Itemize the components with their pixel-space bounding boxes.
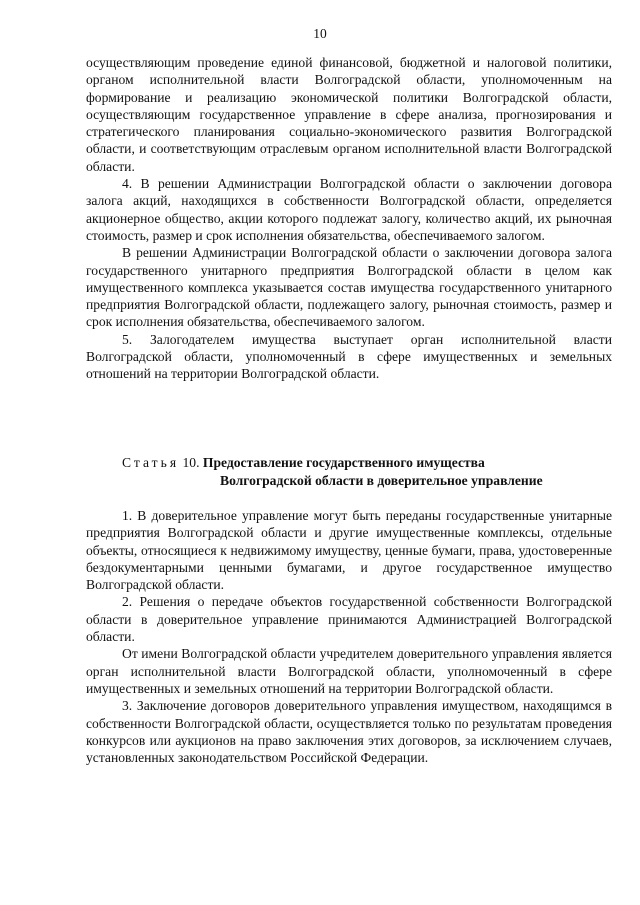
- page-number: 10: [313, 26, 327, 41]
- paragraph-continuation: осуществляющим проведение единой финансовой, бюджетной и налоговой политики, органом исполнительной власти Волгоградской области, уполномоченным на формирование и реализацию экономической политики Волгоградской области, осуществляющим государственное управление в сфере анализа, прогнозирования и стратегического планирования социально-экономического развития Волгоградской области, и соответствующим отраслевым органом исполнительной власти Волгоградской области.: [86, 55, 612, 174]
- paragraph-2: 2. Решения о передаче объектов государственной собственности Волгоградской области в доверительное управление принимаются Администрацией Волгоградской области.: [86, 594, 612, 645]
- paragraph-3: 3. Заключение договоров доверительного управления имуществом, находящимся в собственности Волгоградской области, осуществляется только по результатам проведения конкурсов или аукционов на право заключения этих договоров, за исключением случаев, установленных законодательством Российской Федерации.: [86, 698, 612, 766]
- paragraph-5: 5. Залогодателем имущества выступает орган исполнительной власти Волгоградской области, уполномоченный в сфере имущественных и земельных отношений на территории Волгоградской области.: [86, 331, 612, 382]
- paragraph-1: 1. В доверительное управление могут быть переданы государственные унитарные предприятия Волгоградской области и другие имущественные комплексы, отдельные объекты, относящиеся к недвижимому имуществу, ценные бумаги, права, удостоверенные бездокументарными ценными бумагами, и другое государственное имущество Волгоградской области.: [86, 508, 612, 593]
- article-word: Статья: [122, 455, 180, 470]
- paragraph-4: 4. В решении Администрации Волгоградской области о заключении договора залога акций, находящихся в собственности Волгоградской области, определяется акционерное общество, акции которого подлежат залогу, количество акций, их рыночная стоимость, размер и срок исполнения обязательства, обеспечиваемого залогом.: [86, 176, 612, 243]
- article-heading: [86, 454, 612, 490]
- article-number: 10.: [182, 455, 200, 470]
- paragraph-2-second: От имени Волгоградской области учредителем доверительного управления является орган исполнительной власти Волгоградской области, уполномоченный в сфере имущественных и земельных отношений на территории Волгоградской области.: [86, 646, 612, 696]
- article-title-line1: Предоставление государственного имущества: [202, 455, 485, 470]
- paragraph-4-second: В решении Администрации Волгоградской области о заключении договора залога государственного унитарного предприятия Волгоградской области в целом как имущественного комплекса указывается состав имущества государственного унитарного предприятия Волгоградской области, подлежащего залогу, рыночная стоимость, размер и срок исполнения обязательства, обеспечиваемого залогом.: [86, 245, 612, 330]
- article-title-line2: Волгоградской области в доверительное управление: [220, 473, 543, 488]
- article-10-body: [86, 507, 612, 766]
- article-9-continuation: [86, 54, 612, 383]
